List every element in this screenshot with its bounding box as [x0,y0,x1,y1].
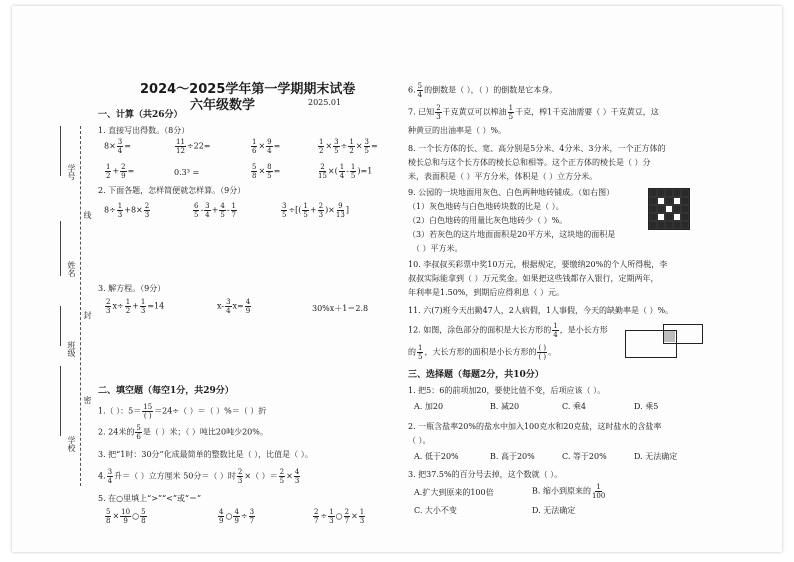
class-label: 班级 [67,341,76,357]
calc-1d: $\frac{1}{2}$ × $\frac{3}{5}$ ÷ $\frac{1}{2}$ × $\frac{3}{5}$ = [319,138,378,155]
choice-q2-d[interactable]: D. 无法确定 [634,452,678,461]
choice-q1-a[interactable]: A. 加20 [414,402,444,411]
tile-0-0 [649,189,657,197]
calc-1b: $\frac{11}{12}$ ÷22= [176,138,211,155]
right-q9-line5: （ ）平方米。 [412,244,463,253]
tile-2-1 [657,205,665,213]
student-id-label: 学号 [67,164,76,180]
tile-4-2 [665,221,673,229]
choice-q3-c[interactable]: C. 大小不变 [414,506,457,515]
tile-1-1 [657,197,665,205]
tile-4-4 [681,221,689,229]
tile-2-4 [681,205,689,213]
binding-sep-line: 线 [83,211,92,219]
fill-q1: 1.（ ）：5＝ $\frac{15}{( )}$ ＝24÷（ ）＝（ ）%＝（ ）折 [98,403,267,420]
right-q10-line1: 10. 李叔叔买彩票中奖10万元，根据规定，要缴纳20%的个人所得税，李 [408,260,668,269]
compare-3: $\frac{2}{7}$ ÷ $\frac{1}{3}$ ○ $\frac{2}{7}$ × $\frac{1}{3}$ [314,508,365,525]
fill-q2: 2. 24米的 $\frac{5}{6}$ 是（ ）米；（ ）吨比20吨少20%。 [98,424,268,441]
right-q7-line2: 种黄豆的出油率是（ ）%。 [408,126,507,135]
calc-1g: $\frac{5}{8}$ × $\frac{8}{5}$ = [252,163,281,180]
choice-q1-d[interactable]: D. 乘5 [634,402,659,411]
right-q10-line3: 年利率是1.50%，到期后应得利息（ ）元。 [408,288,564,297]
choice-q3-a[interactable]: A.扩大到原来的100倍 [414,488,494,497]
right-q9-line1: 9. 公园的一块地面用灰色、白色两种地砖铺成。（如右图） [408,188,615,197]
right-q8-line1: 8. 一个长方体的长、宽、高分别是5分米、4分米、3分米，一个正方体的 [408,144,666,153]
write-line-4 [60,366,62,436]
right-q6: 6. $\frac{5}{4}$ 的倒数是（ ），（ ）的倒数是它本身。 [408,82,558,99]
tile-4-0 [649,221,657,229]
tile-1-0 [649,197,657,205]
section1-q1-label: 1. 直接写出得数。（8分） [98,126,190,135]
calc-1c: $\frac{1}{6}$ × $\frac{9}{4}$ = [252,138,281,155]
tile-3-2 [665,213,673,221]
tile-0-3 [673,189,681,197]
tile-0-2 [665,189,673,197]
calc-1e: $\frac{1}{2}$ + $\frac{2}{9}$ = [106,163,135,180]
equation-2: x- $\frac{3}{4}$ x= $\frac{4}{9}$ [217,298,251,315]
equation-3: 30%x＋1＝2.8 [312,304,369,313]
simplify-3: $\frac{3}{5}$ ÷[( $\frac{1}{5}$ + $\frac{2}{3}$ )× $\frac{9}{13}$ ] [282,202,349,219]
choice-q2-c[interactable]: C. 等于20% [562,452,607,461]
binding-line [80,126,82,486]
choice-q2-a[interactable]: A. 低于20% [414,452,459,461]
simplify-1: 8÷ $\frac{1}{3}$ +8× $\frac{2}{3}$ [104,202,150,219]
student-name-label: 姓名 [67,261,76,277]
exam-grade-title: 六年级数学 [190,98,256,113]
exam-date: 2025.01 [308,98,342,107]
exam-title: 2024～2025学年第一学期期末试卷 [140,82,356,97]
choice-q3-d[interactable]: D. 无法确定 [532,506,576,515]
binding-sep-seal: 封 [83,311,92,319]
tile-3-4 [681,213,689,221]
tile-2-0 [649,205,657,213]
section1-q2-label: 2. 下面各题，怎样简便就怎样算。（9分） [98,186,246,195]
right-q9-line4: （3）若灰色的这片地面面积是20平方米，这块地的面积是 [408,230,616,239]
fill-q5-label: 5. 在○里填上“>”“<”或“＝” [98,494,202,503]
overlap-shaded [664,331,675,342]
tile-0-4 [681,189,689,197]
choice-q2: 2. 一瓶含盐率20%的盐水中加入100克水和20克盐，这时盐水的含盐率 [408,422,662,431]
equation-1: $\frac{2}{3}$ x÷ $\frac{1}{2}$ + $\frac{1}{3}$ =14 [106,298,165,315]
section2-heading: 二、填空题（每空1分，共29分） [98,386,234,396]
right-q9-line2: （1）灰色地砖与白色地砖块数的比是（ ）。 [408,202,564,211]
choice-q1: 1. 把5：6的前项加20，要使比值不变，后项应该（ ）。 [408,386,606,395]
section3-heading: 三、选择题（每题2分，共10分） [408,370,544,380]
choice-q1-c[interactable]: C. 乘4 [562,402,587,411]
tile-1-3 [673,197,681,205]
choice-q2-line2: （ ）。 [408,436,431,445]
choice-q3-b[interactable]: B. 缩小到原来的 $\frac{1}{100}$ [532,483,606,500]
tile-floor-figure [648,188,690,230]
right-q12: 12. 如图，涂色部分的面积是大长方形的 $\frac{1}{4}$ ，是小长方形 [408,322,608,339]
school-label: 学校 [67,436,76,452]
choice-q1-b[interactable]: B. 减20 [490,402,520,411]
compare-1: $\frac{5}{8}$ × $\frac{10}{9}$ ○ $\frac{5}{8}$ [106,508,146,525]
compare-2: $\frac{4}{9}$ ○ $\frac{4}{9}$ ÷ $\frac{3}{7}$ [219,508,255,525]
write-line-3 [60,306,62,346]
simplify-2: $\frac{6}{5}$ - $\frac{3}{4}$ + $\frac{4}{5}$ - $\frac{1}{7}$ [194,202,236,219]
right-q10-line2: 叔叔实际能拿到（ ）万元奖金。如果把这些钱都存入银行，定期两年， [408,274,659,283]
binding-sep-secret: 密 [83,396,92,404]
choice-q2-b[interactable]: B. 高于20% [490,452,535,461]
section1-heading: 一、计算（共26分） [98,110,183,120]
tile-0-1 [657,189,665,197]
tile-1-4 [681,197,689,205]
tile-3-3 [673,213,681,221]
calc-1a: 8× $\frac{3}{4}$ = [104,138,131,155]
calc-1f: 0.3³ = [174,168,200,177]
tile-2-2 [665,205,673,213]
tile-3-1 [657,213,665,221]
choice-q3: 3. 把37.5%的百分号去掉，这个数就（ ）。 [408,470,563,479]
tile-4-1 [657,221,665,229]
tile-4-3 [673,221,681,229]
write-line-2 [60,221,62,276]
right-q9-line3: （2）白色地砖的用量比灰色地砖少（ ）%。 [408,216,568,225]
tile-1-2 [665,197,673,205]
tile-3-0 [649,213,657,221]
right-q8-line2: 棱长总和与这个长方体的棱长总和相等。这个正方体的棱长是（ ）分 [408,158,651,167]
write-line-1 [60,126,62,176]
right-q7: 7. 已知 $\frac{2}{3}$ 千克黄豆可以榨油 $\frac{1}{5}$ 千克，榨1千克油需要（ ）千克黄豆，这 [408,104,659,121]
right-q11: 11. 六(7)班今天出勤47人，2人病假，1人事假，今天的缺勤率是（ ）%。 [408,306,674,315]
calc-1h: $\frac{2}{15}$ ×( $\frac{1}{4}$ - $\frac{1}{5}$ )=1 [318,163,373,180]
right-q12-line2: 的 $\frac{1}{5}$ ，大长方形的面积是小长方形的 $\frac{( )}{( )}$ 。 [408,344,557,361]
fill-q3: 3. 把“1时：30分”化成最简单的整数比是（ ），比值是（ ）。 [98,450,313,459]
tile-2-3 [673,205,681,213]
exam-sheet [12,6,782,552]
right-q8-line3: 米，表面积是（ ）平方分米，体积是（ ）立方分米。 [408,172,598,181]
fill-q4: 4. $\frac{3}{4}$ 升＝（ ）立方厘米 50分＝（ ）时 $\frac{2}{3}$ ×（ ）＝ $\frac{2}{5}$ × $\frac{4}{3}$ [98,468,300,485]
section1-q3-label: 3. 解方程。（9分） [98,284,166,293]
